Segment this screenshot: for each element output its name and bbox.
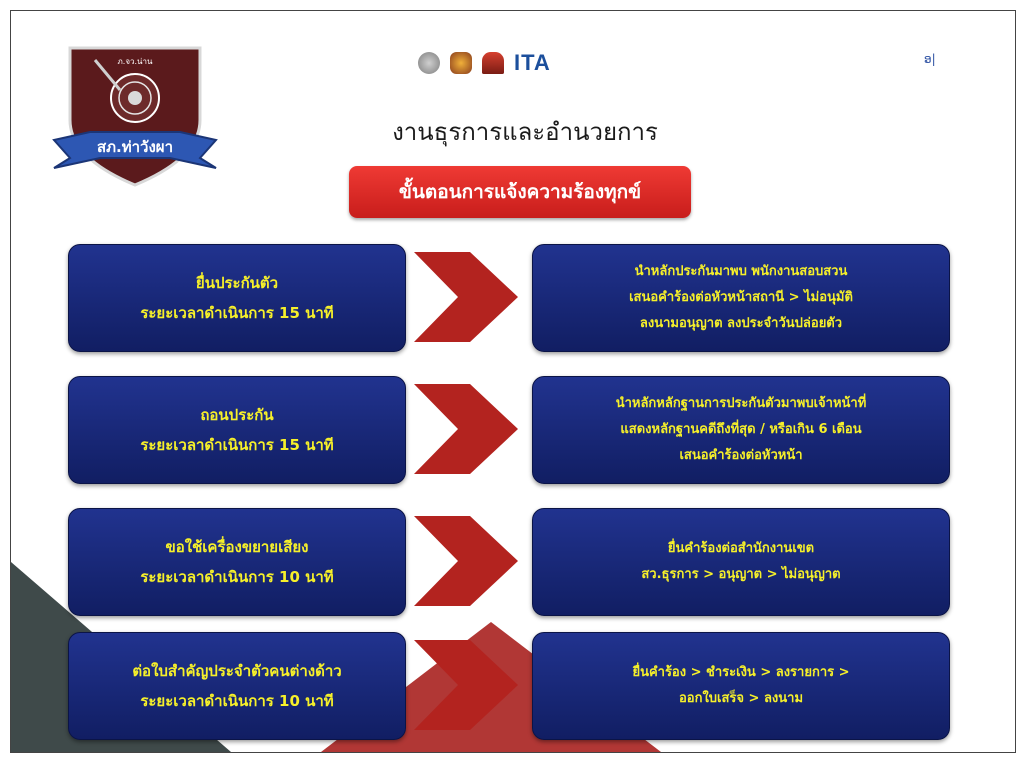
step-3-time: ระยะเวลาดำเนินการ 10 นาที	[140, 568, 334, 586]
step-4-service	[68, 632, 406, 740]
step-3-line-1: ยื่นคำร้องต่อสำนักงานเขต	[667, 541, 815, 556]
chevron-right-icon	[414, 252, 518, 342]
step-4-title: ต่อใบสำคัญประจำตัวคนต่างด้าว	[132, 662, 342, 680]
emblem-icon	[418, 52, 440, 74]
page-title: งานธุรการและอำนวยการ	[392, 118, 658, 146]
step-2-procedure	[532, 376, 950, 484]
step-1-procedure	[532, 244, 950, 352]
step-2-time: ระยะเวลาดำเนินการ 15 นาที	[140, 436, 334, 454]
step-1-line-2: เสนอคำร้องต่อหัวหน้าสถานี > ไม่อนุมัติ	[629, 290, 853, 305]
step-3-service	[68, 508, 406, 616]
chevron-right-icon	[414, 640, 518, 730]
chevron-right-icon	[414, 516, 518, 606]
step-1-time: ระยะเวลาดำเนินการ 15 นาที	[140, 304, 334, 322]
badge-ribbon-text: สภ.ท่าวังผา	[96, 138, 174, 156]
step-1-line-3: ลงนามอนุญาต ลงประจำวันปล่อยตัว	[639, 316, 843, 331]
corner-mark: ອ|	[924, 52, 936, 66]
partner-logos	[418, 50, 551, 76]
step-1-service	[68, 244, 406, 352]
step-2-service	[68, 376, 406, 484]
crest-icon	[450, 52, 472, 74]
step-1-title: ยื่นประกันตัว	[195, 274, 279, 292]
step-2-line-1: นำหลักหลักฐานการประกันตัวมาพบเจ้าหน้าที่	[615, 396, 867, 411]
step-3-line-2: สว.ธุรการ > อนุญาต > ไม่อนุญาต	[641, 567, 841, 582]
temple-icon	[482, 52, 504, 74]
step-3-procedure	[532, 508, 950, 616]
step-1-line-1: นำหลักประกันมาพบ พนักงานสอบสวน	[634, 264, 848, 279]
step-4-line-2: ออกใบเสร็จ > ลงนาม	[678, 691, 804, 706]
step-4-line-1: ยื่นคำร้อง > ชำระเงิน > ลงรายการ >	[632, 665, 850, 680]
step-4-time: ระยะเวลาดำเนินการ 10 นาที	[140, 692, 334, 710]
step-2-title: ถอนประกัน	[200, 406, 274, 424]
police-badge-logo	[50, 40, 220, 190]
badge-top-text: ภ.จว.น่าน	[117, 57, 153, 66]
step-2-line-3: เสนอคำร้องต่อหัวหน้า	[679, 448, 803, 463]
step-4-procedure	[532, 632, 950, 740]
ita-logo: ITA	[514, 50, 551, 75]
process-title-banner: ขั้นตอนการแจ้งความร้องทุกข์	[349, 166, 691, 218]
step-3-title: ขอใช้เครื่องขยายเสียง	[165, 538, 309, 556]
chevron-right-icon	[414, 384, 518, 474]
step-2-line-2: แสดงหลักฐานคดีถึงที่สุด / หรือเกิน 6 เดือน	[620, 422, 862, 437]
